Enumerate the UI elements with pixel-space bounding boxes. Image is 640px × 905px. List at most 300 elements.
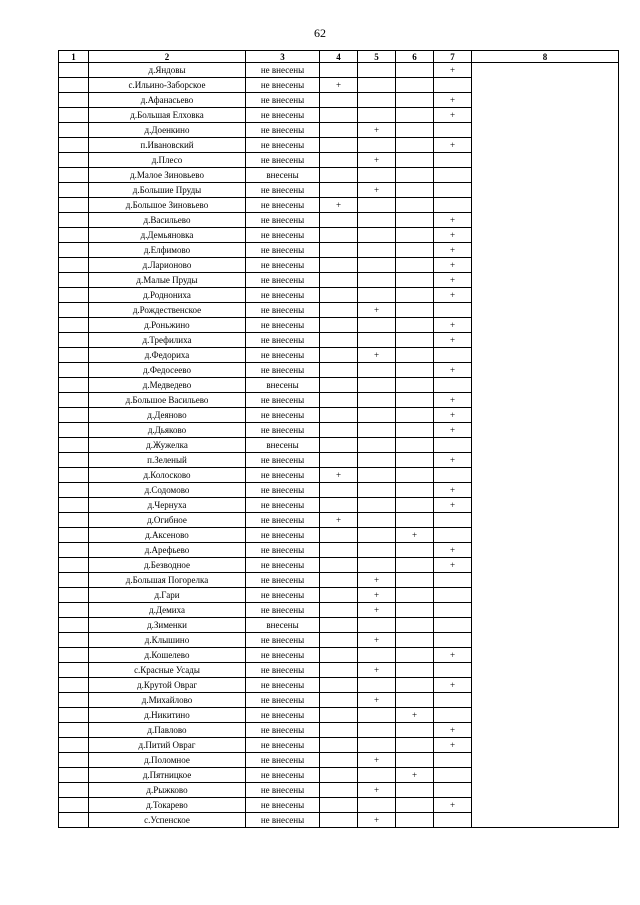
row-number-cell [59, 513, 89, 528]
row-number-cell [59, 78, 89, 93]
notes-cell [472, 153, 619, 168]
mark-cell-col7 [434, 198, 472, 213]
table-row [59, 753, 619, 768]
row-number-cell [59, 813, 89, 828]
settlement-name-cell: д.Колосково [89, 468, 246, 483]
row-number-cell [59, 198, 89, 213]
mark-cell-col4 [320, 63, 358, 78]
status-cell: внесены [246, 378, 320, 393]
row-number-cell [59, 363, 89, 378]
table-row [59, 78, 619, 93]
status-cell: не внесены [246, 423, 320, 438]
mark-cell-col7: + [434, 558, 472, 573]
mark-cell-col4 [320, 108, 358, 123]
mark-cell-col4 [320, 303, 358, 318]
column-header-3: 3 [246, 51, 320, 63]
mark-cell-col6: + [396, 528, 434, 543]
mark-cell-col7: + [434, 93, 472, 108]
notes-cell [472, 438, 619, 453]
settlement-name-cell: д.Демьяновка [89, 228, 246, 243]
row-number-cell [59, 273, 89, 288]
mark-cell-col5 [358, 213, 396, 228]
column-header-8: 8 [472, 51, 619, 63]
mark-cell-col5: + [358, 783, 396, 798]
mark-cell-col4 [320, 798, 358, 813]
mark-cell-col5 [358, 63, 396, 78]
settlement-name-cell: д.Никитино [89, 708, 246, 723]
mark-cell-col7 [434, 813, 472, 828]
settlement-name-cell: д.Роньжино [89, 318, 246, 333]
mark-cell-col5 [358, 798, 396, 813]
settlement-name-cell: д.Демиха [89, 603, 246, 618]
mark-cell-col4 [320, 453, 358, 468]
row-number-cell [59, 558, 89, 573]
status-cell: не внесены [246, 693, 320, 708]
status-cell: не внесены [246, 318, 320, 333]
status-cell: не внесены [246, 648, 320, 663]
row-number-cell [59, 543, 89, 558]
status-cell: не внесены [246, 123, 320, 138]
mark-cell-col7 [434, 438, 472, 453]
settlement-name-cell: д.Клышино [89, 633, 246, 648]
mark-cell-col4 [320, 693, 358, 708]
mark-cell-col4 [320, 783, 358, 798]
mark-cell-col7 [434, 783, 472, 798]
mark-cell-col4 [320, 648, 358, 663]
mark-cell-col6 [396, 783, 434, 798]
mark-cell-col6: + [396, 708, 434, 723]
notes-cell [472, 543, 619, 558]
settlement-name-cell: п.Зеленый [89, 453, 246, 468]
status-cell: не внесены [246, 573, 320, 588]
row-number-cell [59, 303, 89, 318]
row-number-cell [59, 723, 89, 738]
mark-cell-col4 [320, 288, 358, 303]
row-number-cell [59, 318, 89, 333]
mark-cell-col4 [320, 423, 358, 438]
notes-cell [472, 288, 619, 303]
settlement-name-cell: д.Большие Пруды [89, 183, 246, 198]
settlement-name-cell: д.Пятницкое [89, 768, 246, 783]
notes-cell [472, 468, 619, 483]
mark-cell-col4 [320, 708, 358, 723]
mark-cell-col5 [358, 408, 396, 423]
mark-cell-col4 [320, 363, 358, 378]
status-cell: не внесены [246, 738, 320, 753]
status-cell: не внесены [246, 63, 320, 78]
mark-cell-col4 [320, 138, 358, 153]
notes-cell [472, 198, 619, 213]
mark-cell-col6 [396, 693, 434, 708]
column-header-6: 6 [396, 51, 434, 63]
mark-cell-col5 [358, 228, 396, 243]
mark-cell-col6 [396, 303, 434, 318]
row-number-cell [59, 153, 89, 168]
status-cell: не внесены [246, 348, 320, 363]
settlement-name-cell: д.Аксеново [89, 528, 246, 543]
settlement-name-cell: д.Большое Васильево [89, 393, 246, 408]
notes-cell [472, 573, 619, 588]
table-row [59, 708, 619, 723]
status-cell: не внесены [246, 753, 320, 768]
notes-cell [472, 708, 619, 723]
mark-cell-col7 [434, 168, 472, 183]
settlement-name-cell: д.Медведево [89, 378, 246, 393]
notes-cell [472, 363, 619, 378]
settlement-name-cell: д.Федориха [89, 348, 246, 363]
mark-cell-col6 [396, 663, 434, 678]
mark-cell-col7: + [434, 798, 472, 813]
table-row [59, 93, 619, 108]
row-number-cell [59, 288, 89, 303]
mark-cell-col6 [396, 558, 434, 573]
mark-cell-col6 [396, 678, 434, 693]
column-header-2: 2 [89, 51, 246, 63]
mark-cell-col6 [396, 738, 434, 753]
mark-cell-col5 [358, 648, 396, 663]
mark-cell-col6 [396, 123, 434, 138]
settlement-name-cell: д.Гари [89, 588, 246, 603]
status-cell: не внесены [246, 153, 320, 168]
table-row [59, 588, 619, 603]
mark-cell-col4 [320, 408, 358, 423]
row-number-cell [59, 108, 89, 123]
mark-cell-col5 [358, 558, 396, 573]
settlement-name-cell: д.Роднониха [89, 288, 246, 303]
mark-cell-col6 [396, 258, 434, 273]
row-number-cell [59, 753, 89, 768]
row-number-cell [59, 588, 89, 603]
mark-cell-col7: + [434, 393, 472, 408]
row-number-cell [59, 243, 89, 258]
mark-cell-col6 [396, 363, 434, 378]
row-number-cell [59, 408, 89, 423]
mark-cell-col6 [396, 378, 434, 393]
status-cell: не внесены [246, 213, 320, 228]
status-cell: не внесены [246, 558, 320, 573]
mark-cell-col6 [396, 453, 434, 468]
settlement-name-cell: с.Успенское [89, 813, 246, 828]
mark-cell-col7: + [434, 363, 472, 378]
column-header-7: 7 [434, 51, 472, 63]
mark-cell-col4 [320, 528, 358, 543]
notes-cell [472, 228, 619, 243]
settlement-name-cell: д.Елфимово [89, 243, 246, 258]
mark-cell-col4 [320, 228, 358, 243]
mark-cell-col4: + [320, 513, 358, 528]
mark-cell-col7 [434, 663, 472, 678]
mark-cell-col4: + [320, 198, 358, 213]
mark-cell-col4 [320, 633, 358, 648]
mark-cell-col6 [396, 618, 434, 633]
mark-cell-col7: + [434, 273, 472, 288]
mark-cell-col6 [396, 408, 434, 423]
table-row [59, 288, 619, 303]
status-cell: не внесены [246, 258, 320, 273]
notes-cell [472, 393, 619, 408]
mark-cell-col7: + [434, 213, 472, 228]
notes-cell [472, 648, 619, 663]
row-number-cell [59, 63, 89, 78]
mark-cell-col6 [396, 603, 434, 618]
mark-cell-col7: + [434, 498, 472, 513]
mark-cell-col5 [358, 168, 396, 183]
table-row [59, 303, 619, 318]
mark-cell-col6 [396, 93, 434, 108]
status-cell: не внесены [246, 273, 320, 288]
row-number-cell [59, 498, 89, 513]
mark-cell-col4 [320, 168, 358, 183]
notes-cell [472, 183, 619, 198]
status-cell: не внесены [246, 138, 320, 153]
mark-cell-col5 [358, 543, 396, 558]
notes-cell [472, 378, 619, 393]
table-row [59, 138, 619, 153]
status-cell: внесены [246, 618, 320, 633]
mark-cell-col7: + [434, 678, 472, 693]
status-cell: не внесены [246, 228, 320, 243]
row-number-cell [59, 603, 89, 618]
mark-cell-col7 [434, 633, 472, 648]
settlement-name-cell: д.Деяново [89, 408, 246, 423]
mark-cell-col5: + [358, 633, 396, 648]
mark-cell-col7: + [434, 63, 472, 78]
row-number-cell [59, 528, 89, 543]
mark-cell-col5: + [358, 603, 396, 618]
table-row [59, 528, 619, 543]
row-number-cell [59, 453, 89, 468]
table-row [59, 618, 619, 633]
notes-cell [472, 138, 619, 153]
status-cell: не внесены [246, 183, 320, 198]
status-cell: не внесены [246, 408, 320, 423]
mark-cell-col7: + [434, 333, 472, 348]
mark-cell-col4 [320, 753, 358, 768]
row-number-cell [59, 633, 89, 648]
notes-cell [472, 723, 619, 738]
notes-cell [472, 273, 619, 288]
settlement-name-cell: д.Павлово [89, 723, 246, 738]
table-row [59, 108, 619, 123]
mark-cell-col6 [396, 183, 434, 198]
settlement-name-cell: д.Рыжково [89, 783, 246, 798]
mark-cell-col5 [358, 738, 396, 753]
status-cell: не внесены [246, 543, 320, 558]
mark-cell-col4 [320, 558, 358, 573]
table-row [59, 678, 619, 693]
mark-cell-col6 [396, 588, 434, 603]
settlement-name-cell: д.Малые Пруды [89, 273, 246, 288]
mark-cell-col4 [320, 663, 358, 678]
settlement-name-cell: д.Большое Зиновьево [89, 198, 246, 213]
row-number-cell [59, 678, 89, 693]
notes-cell [472, 318, 619, 333]
mark-cell-col4 [320, 333, 358, 348]
notes-cell [472, 333, 619, 348]
status-cell: не внесены [246, 708, 320, 723]
mark-cell-col4 [320, 93, 358, 108]
settlement-name-cell: д.Афанасьево [89, 93, 246, 108]
row-number-cell [59, 693, 89, 708]
status-cell: не внесены [246, 468, 320, 483]
notes-cell [472, 93, 619, 108]
mark-cell-col4 [320, 768, 358, 783]
status-cell: не внесены [246, 663, 320, 678]
status-cell: не внесены [246, 798, 320, 813]
mark-cell-col6 [396, 168, 434, 183]
row-number-cell [59, 783, 89, 798]
table-row [59, 213, 619, 228]
table-row [59, 318, 619, 333]
settlement-name-cell: д.Чернуха [89, 498, 246, 513]
mark-cell-col5 [358, 378, 396, 393]
table-row [59, 243, 619, 258]
row-number-cell [59, 438, 89, 453]
table-row [59, 783, 619, 798]
mark-cell-col4 [320, 723, 358, 738]
row-number-cell [59, 708, 89, 723]
settlement-name-cell: д.Арефьево [89, 543, 246, 558]
status-cell: не внесены [246, 723, 320, 738]
mark-cell-col4 [320, 603, 358, 618]
notes-cell [472, 678, 619, 693]
mark-cell-col6 [396, 138, 434, 153]
mark-cell-col6 [396, 498, 434, 513]
mark-cell-col7: + [434, 108, 472, 123]
mark-cell-col5 [358, 723, 396, 738]
status-cell: не внесены [246, 393, 320, 408]
notes-cell [472, 348, 619, 363]
mark-cell-col4 [320, 183, 358, 198]
table-row [59, 63, 619, 78]
mark-cell-col4: + [320, 468, 358, 483]
status-cell: не внесены [246, 333, 320, 348]
mark-cell-col6 [396, 543, 434, 558]
column-header-4: 4 [320, 51, 358, 63]
mark-cell-col6 [396, 288, 434, 303]
settlement-name-cell: д.Большая Погорелка [89, 573, 246, 588]
mark-cell-col6 [396, 468, 434, 483]
notes-cell [472, 453, 619, 468]
mark-cell-col6 [396, 153, 434, 168]
mark-cell-col7: + [434, 543, 472, 558]
mark-cell-col6 [396, 798, 434, 813]
mark-cell-col7: + [434, 318, 472, 333]
table-row [59, 198, 619, 213]
status-cell: не внесены [246, 513, 320, 528]
mark-cell-col6 [396, 633, 434, 648]
notes-cell [472, 303, 619, 318]
mark-cell-col4 [320, 543, 358, 558]
column-header-1: 1 [59, 51, 89, 63]
mark-cell-col5 [358, 108, 396, 123]
settlement-name-cell: д.Содомово [89, 483, 246, 498]
mark-cell-col7 [434, 513, 472, 528]
table-row [59, 348, 619, 363]
mark-cell-col7 [434, 153, 472, 168]
table-row [59, 723, 619, 738]
mark-cell-col5: + [358, 183, 396, 198]
mark-cell-col7 [434, 303, 472, 318]
mark-cell-col4 [320, 213, 358, 228]
mark-cell-col7: + [434, 258, 472, 273]
table-row [59, 483, 619, 498]
mark-cell-col5 [358, 423, 396, 438]
status-cell: не внесены [246, 93, 320, 108]
mark-cell-col5 [358, 288, 396, 303]
mark-cell-col4 [320, 573, 358, 588]
settlement-name-cell: д.Рождественское [89, 303, 246, 318]
mark-cell-col5 [358, 483, 396, 498]
mark-cell-col6 [396, 273, 434, 288]
table-row [59, 738, 619, 753]
settlement-name-cell: д.Огибное [89, 513, 246, 528]
mark-cell-col7 [434, 693, 472, 708]
mark-cell-col7 [434, 183, 472, 198]
row-number-cell [59, 213, 89, 228]
row-number-cell [59, 378, 89, 393]
settlement-name-cell: с.Ильино-Заборское [89, 78, 246, 93]
settlement-name-cell: д.Васильево [89, 213, 246, 228]
table-row [59, 423, 619, 438]
row-number-cell [59, 573, 89, 588]
mark-cell-col6 [396, 573, 434, 588]
mark-cell-col6 [396, 723, 434, 738]
row-number-cell [59, 468, 89, 483]
notes-cell [472, 618, 619, 633]
mark-cell-col5 [358, 618, 396, 633]
table-row [59, 768, 619, 783]
status-cell: не внесены [246, 453, 320, 468]
status-cell: внесены [246, 438, 320, 453]
mark-cell-col6 [396, 483, 434, 498]
mark-cell-col4 [320, 813, 358, 828]
mark-cell-col6 [396, 513, 434, 528]
mark-cell-col7: + [434, 723, 472, 738]
mark-cell-col7 [434, 348, 472, 363]
mark-cell-col4 [320, 153, 358, 168]
mark-cell-col7 [434, 768, 472, 783]
notes-cell [472, 738, 619, 753]
mark-cell-col5: + [358, 693, 396, 708]
notes-cell [472, 768, 619, 783]
mark-cell-col5 [358, 333, 396, 348]
mark-cell-col5 [358, 273, 396, 288]
table-row [59, 408, 619, 423]
mark-cell-col4 [320, 273, 358, 288]
notes-cell [472, 123, 619, 138]
table-row [59, 183, 619, 198]
row-number-cell [59, 333, 89, 348]
mark-cell-col7: + [434, 648, 472, 663]
table-row [59, 378, 619, 393]
row-number-cell [59, 228, 89, 243]
notes-cell [472, 798, 619, 813]
row-number-cell [59, 168, 89, 183]
table-body [59, 63, 619, 828]
notes-cell [472, 528, 619, 543]
settlement-name-cell: д.Яндовы [89, 63, 246, 78]
mark-cell-col7: + [434, 408, 472, 423]
table-row [59, 393, 619, 408]
notes-cell [472, 408, 619, 423]
table-row [59, 228, 619, 243]
page-number: 62 [314, 26, 326, 40]
mark-cell-col5 [358, 768, 396, 783]
mark-cell-col5 [358, 258, 396, 273]
settlement-name-cell: д.Крутой Овраг [89, 678, 246, 693]
status-cell: не внесены [246, 498, 320, 513]
